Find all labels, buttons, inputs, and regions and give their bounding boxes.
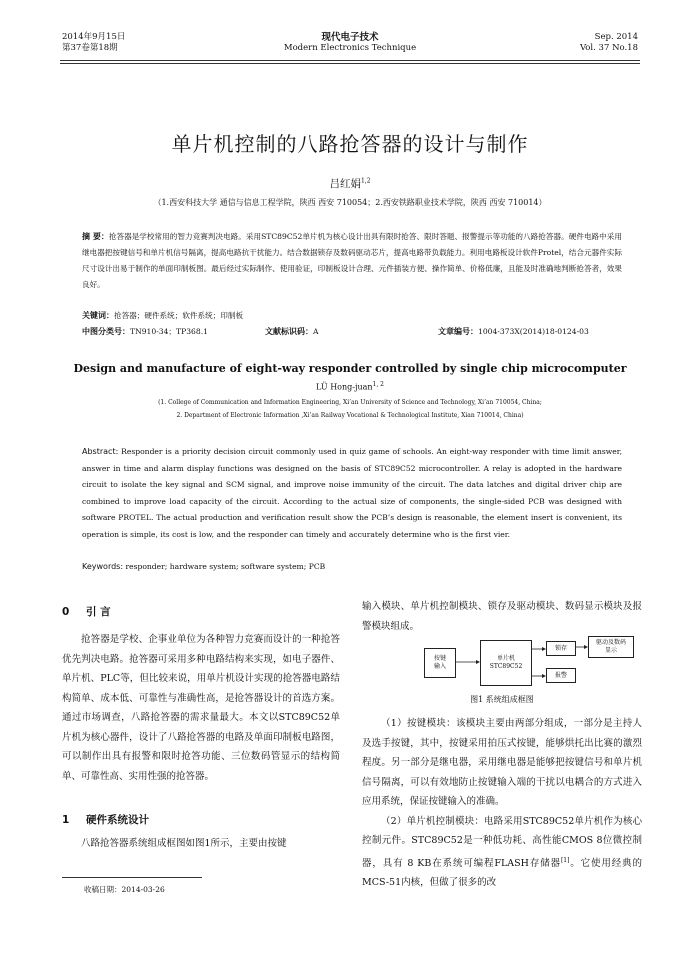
- section-0-heading: [62, 604, 340, 619]
- figure-1-diagram: [362, 638, 642, 698]
- abstract-text-cn: 抢答器是学校常用的智力竞赛判决电路。采用STC89C52单片机为核心设计出具有限时抢答、限时答题、报警提示等功能的八路抢答器。硬件电路中采用继电器把按键信号和单片机信号隔离，提高电路抗干扰能力。结合数据锁存及数码驱动芯片，提高电路带负载能力。利用电路板设计软件Protel，结合元器件实际尺寸设计出易于制作的单面印制板图。最后经过实际制作、使用验证，印制板设计合理、元件插装方便、操作简单、价格低廉，且能及时准确地判断抢答者，效果良好。: [82, 232, 622, 289]
- article-number-label: 文章编号：: [438, 327, 478, 336]
- author-name-cn: 吕红娟: [329, 178, 361, 190]
- mcu-label: 单片机: [496, 655, 515, 662]
- abstract-en: [82, 444, 622, 543]
- affiliation-en-2: 2. Department of Electronic Information ,Xi’an Railway Vocational & Technological Institute, Xian 710014, China): [176, 412, 524, 419]
- author-affil-sup-cn: 1,2: [360, 177, 371, 185]
- author-name-en: LÜ Hong-juan: [316, 382, 373, 392]
- section-1-body: [62, 834, 340, 854]
- clc-number: [82, 325, 208, 339]
- affiliation-en-1: (1. College of Communication and Information Engineering, Xi’an University of Science and Technology, Xi’an 710054, China;: [158, 399, 542, 406]
- right-column-top: [362, 597, 642, 636]
- mcu-box: [480, 640, 532, 686]
- doc-code-label: 文献标识码：: [265, 327, 313, 336]
- keywords-cn: [82, 309, 622, 323]
- journal-name-en: Modern Electronics Technique: [283, 43, 417, 53]
- footnote-rule: [62, 877, 202, 878]
- latch-box: 锁存: [546, 641, 576, 656]
- keywords-en: [82, 560, 622, 574]
- keywords-label-en: Keywords:: [82, 562, 124, 571]
- key-module-paragraph: （1）按键模块：该模块主要由两部分组成，一部分是主持人及选手按键，其中，按键采用拍压式按键，能够烘托出比赛的激烈程度。另一部分是继电器，采用继电器是能够把按键信号和单片机信号隔离，可以有效地防止按键输入端的干扰以电耦合的方式进入应用系统，保证按键输入的准确。: [362, 718, 642, 807]
- header-right: [580, 32, 638, 54]
- mcu-module-paragraph: [362, 812, 642, 893]
- clc-value: TN910-34；TP368.1: [130, 327, 208, 336]
- author-en: [0, 381, 700, 392]
- mcu-model: STC89C52: [489, 663, 523, 670]
- modules-continuation: 输入模块、单片机控制模块、锁存及驱动模块、数码显示模块及报警模块组成。: [362, 601, 642, 632]
- keywords-text-cn: 抢答器；硬件系统；软件系统；印制板: [114, 311, 244, 320]
- intro-paragraph: 抢答器是学校、企事业单位为各种智力竞赛而设计的一种抢答优先判决电路。抢答器可采用多种电路结构来实现，如电子器件、单片机、PLC等，但比较来说，用单片机设计实现的抢答器电路结构简单、成本低、可靠性与准确性高，是抢答器设计的首选方案。通过市场调查，八路抢答器的需求量最大。本文以STC89C52单片机为核心器件，设计了八路抢答器的电路及单面印制板电路图，可以制作出具有报警和限时抢答功能、三位数码管显示的结构简单、可靠性高、实用性强的抢答器。: [62, 634, 340, 782]
- article-number-value: 1004-373X(2014)18-0124-03: [478, 327, 589, 336]
- section-1-title: 硬件系统设计: [86, 814, 149, 826]
- received-date: 收稿日期：2014-03-26: [84, 885, 165, 894]
- section-0-title: 引 言: [86, 606, 111, 618]
- right-column-body: [362, 714, 642, 893]
- doc-code: [265, 325, 318, 339]
- paper-title-en: Design and manufacture of eight-way responder controlled by single chip microcomputer: [73, 362, 627, 375]
- paper-title-cn: 单片机控制的八路抢答器的设计与制作: [171, 132, 529, 156]
- header-volume-en: Vol. 37 No.18: [579, 43, 638, 53]
- header-date-cn: 2014年9月15日: [62, 32, 126, 42]
- alarm-box: 报警: [546, 668, 576, 683]
- citation-1: [1]: [560, 856, 570, 864]
- keywords-label-cn: 关键词：: [82, 311, 114, 320]
- abstract-text-en: Responder is a priority decision circuit commonly used in quiz game of schools. An eight-way responder with time limit answer, answer in time and alarm display functions was designed on the basis of STC89C52 microcontroller. A relay is adopted in the hardware circuit to isolate the key signal and SCM signal, and improve noise immunity of the circuit. The data latches and digital driver chip are combined to improve load capacity of the circuit. According to the actual size of components, the single-sided PCB was designed with software PROTEL. The actual production and verification result show the PCB’s design is reasonable, the element insert is convenient, its operation is simple, its cost is low, and the responder can timely and accurately determine who is the first vier.: [82, 447, 623, 539]
- section-0-number: 0: [62, 606, 70, 618]
- header-date-en: Sep. 2014: [594, 32, 638, 42]
- abstract-label-cn: 摘 要：: [82, 232, 109, 241]
- header-rule: [60, 60, 640, 61]
- figure-1-caption: 图1 系统组成框图: [470, 695, 534, 704]
- mcu-text-a: （2）单片机控制模块：电路采用STC89C52单片机作为核心控制元件。STC89C52是一种低功耗、高性能CMOS 8位微控制器，具有 8 KB在系统可编程FLASH存储器: [362, 815, 642, 869]
- doc-code-value: A: [313, 327, 319, 336]
- key-input-box: 按键 输入: [424, 648, 456, 678]
- keywords-text-en: responder; hardware system; software system; PCB: [125, 562, 326, 571]
- hardware-paragraph: 八路抢答器系统组成框图如图1所示，主要由按键: [81, 838, 287, 849]
- section-1-heading: [62, 812, 340, 827]
- author-affil-sup-en: 1, 2: [372, 381, 384, 388]
- clc-label: 中图分类号：: [82, 327, 130, 336]
- driver-display-box: 驱动及数码 显示: [588, 636, 634, 658]
- section-0-body: [62, 630, 340, 786]
- article-number: [438, 325, 589, 339]
- abstract-cn: [82, 229, 622, 293]
- abstract-label-en: Abstract:: [82, 447, 119, 456]
- header-volume-cn: 第37卷第18期: [62, 43, 118, 53]
- journal-name-cn: 现代电子技术: [321, 32, 379, 43]
- mcu-text-b: 。它使用经典的MCS-51内核，但做了很多的改: [362, 857, 642, 889]
- section-1-number: 1: [62, 814, 70, 826]
- author-cn: [0, 176, 700, 191]
- affiliation-cn: （1.西安科技大学 通信与信息工程学院，陕西 西安 710054；2.西安铁路职业技术学院，陕西 西安 710014）: [153, 198, 547, 207]
- header-rule-thin: [60, 63, 640, 64]
